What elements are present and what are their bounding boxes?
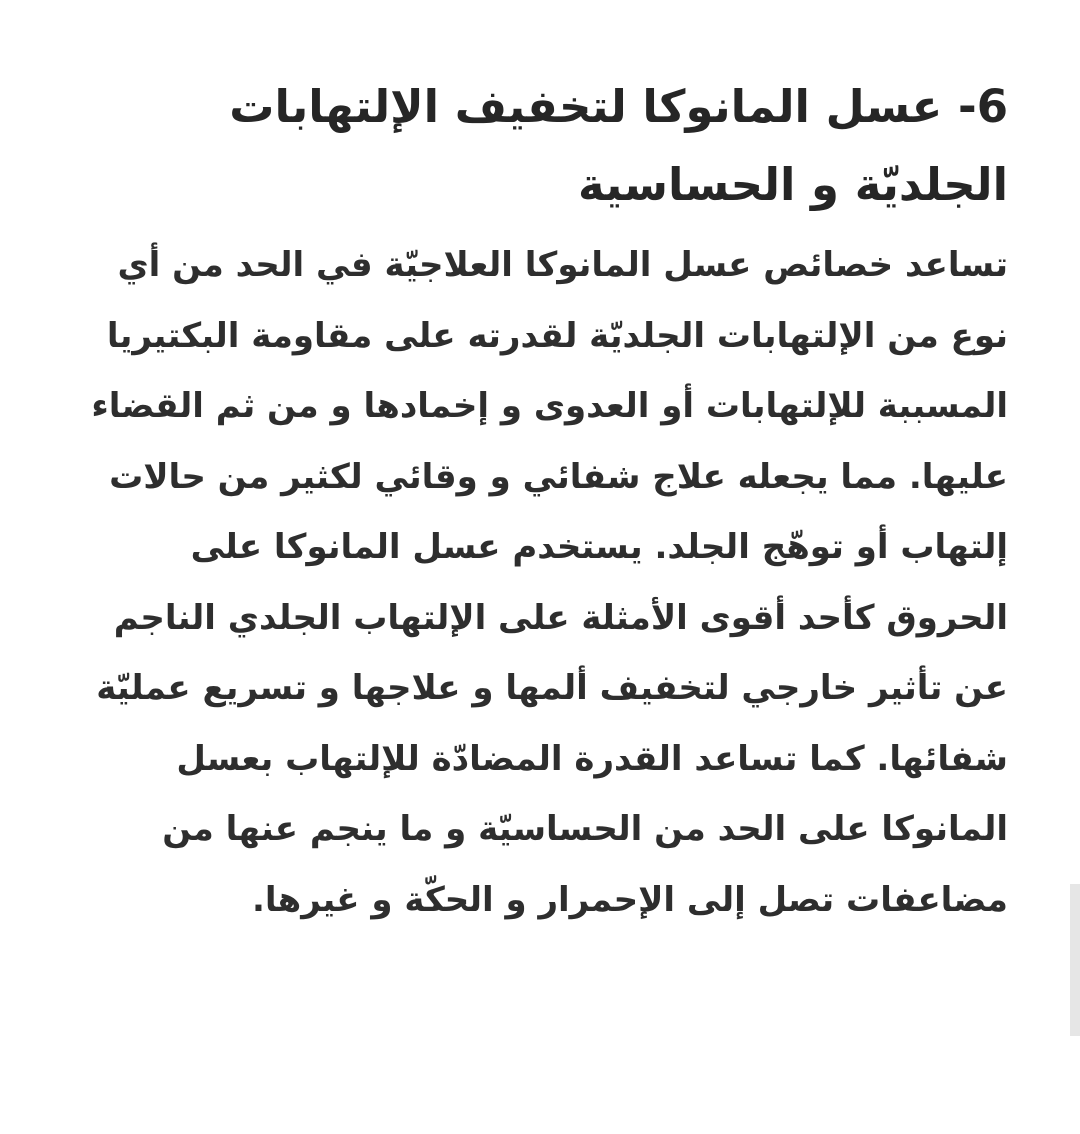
- section-heading: 6- عسل المانوكا لتخفيف الإلتهابات الجلديّة و الحساسية: [229, 80, 1008, 211]
- body-paragraph: تساعد خصائص عسل المانوكا العلاجيّة في الحد من أي نوع من الإلتهابات الجلديّة لقدرته على مقاومة البكتيريا المسببة للإلتهابات أو العدوى و إخمادها و من ثم القضاء عليها. مما يجعله علاج شفائي و وقائي لكثير من حالات إلتهاب أو توهّج الجلد. يستخدم عسل المانوكا على الحروق كأحد أقوى الأمثلة على الإلتهاب الجلدي الناجم عن تأثير خارجي لتخفيف ألمها و علاجها و تسريع عمليّة شفائها. كما تساعد القدرة المضادّة للإلتهاب بعسل المانوكا على الحد من الحساسيّة و ما ينجم عنها من مضاعفات تصل إلى الإحمرار و الحكّة و غيرها.: [91, 245, 1008, 920]
- article: [78, 68, 1008, 935]
- scroll-edge-indicator: [1070, 884, 1080, 1036]
